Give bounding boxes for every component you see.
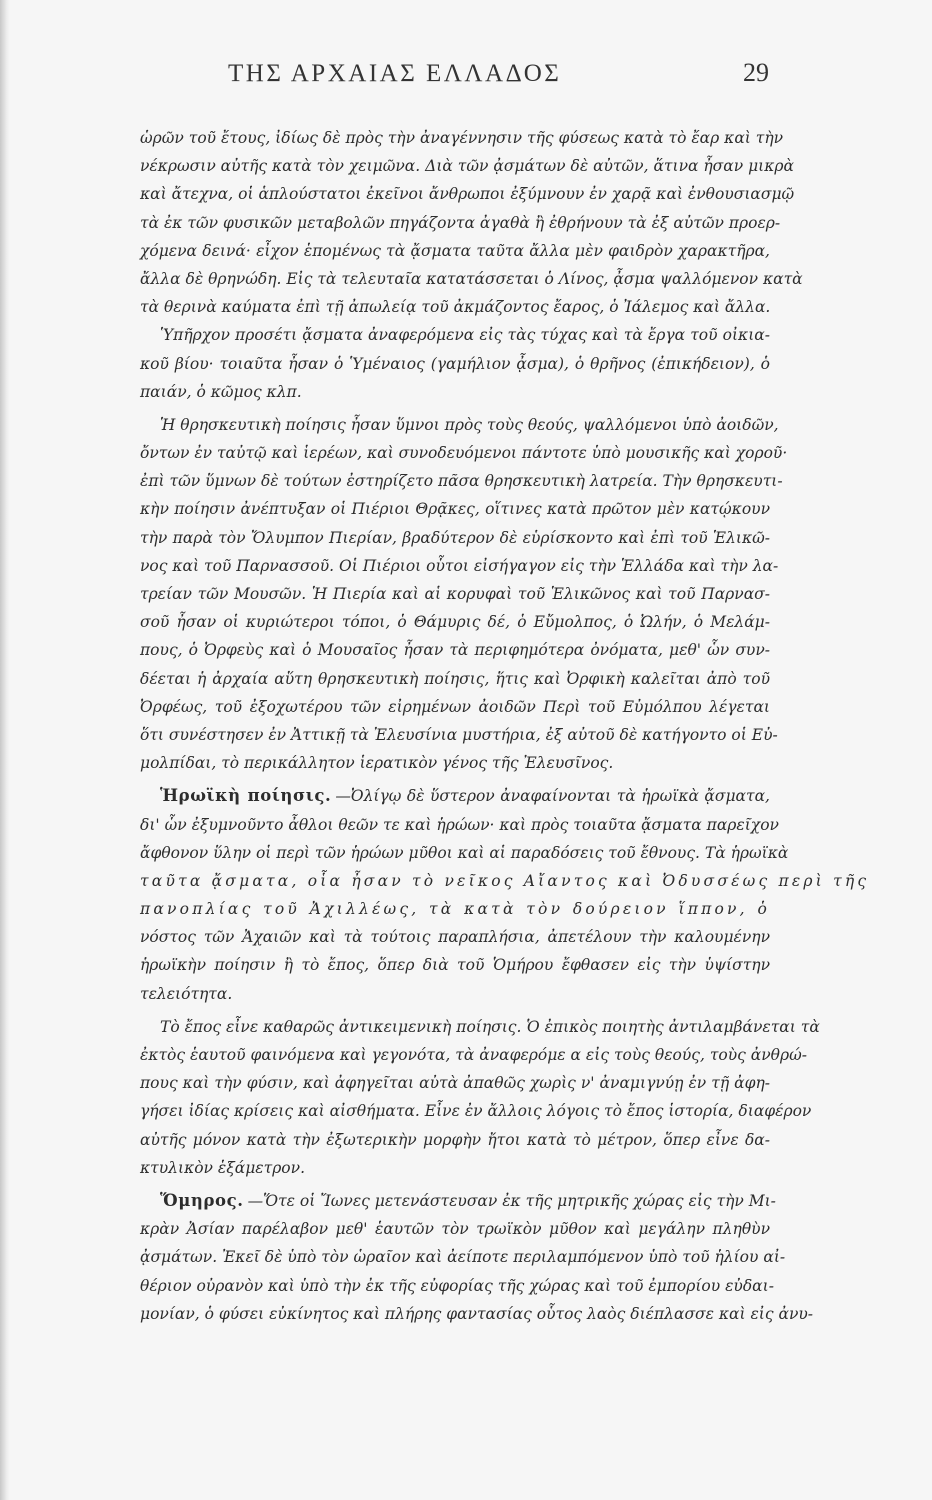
- text-line: ὡρῶν τοῦ ἔτους, ἰδίως δὲ πρὸς τὴν ἀναγέννησιν τῆς φύσεως κατὰ τὸ ἔαρ καὶ τὴν: [140, 129, 784, 147]
- section-heading-homer: Ὅμηρος.: [160, 1190, 244, 1210]
- text-line: —Ὀλίγῳ δὲ ὕστερον ἀναφαίνονται τὰ ἡρωϊκὰ ᾄσματα,: [335, 787, 770, 806]
- text-line: ἐπὶ τῶν ὕμνων δὲ τούτων ἐστηρίζετο πᾶσα θρησκευτικὴ λατρεία. Τὴν θρησκευτι-: [140, 472, 783, 491]
- page-number: 29: [743, 58, 769, 87]
- text-line: Τὸ ἔπος εἶνε καθαρῶς ἀντικειμενικὴ ποίησις. Ὁ ἐπικὸς ποιητὴς ἀντιλαμβάνεται τὰ: [160, 1017, 820, 1036]
- text-line: κρὰν Ἀσίαν παρέλαβον μεθ' ἑαυτῶν τὸν τρωϊκὸν μῦθον καὶ μεγάλην πληθὺν: [140, 1220, 770, 1239]
- text-line: ἄλλα δὲ θρηνώδη. Εἰς τὰ τελευταῖα κατατάσσεται ὁ Λίνος, ᾆσμα ψαλλόμενον κατὰ: [140, 269, 803, 288]
- text-line: πους, ὁ Ὀρφεὺς καὶ ὁ Μουσαῖος ἦσαν τὰ περιφημότερα ὀνόματα, μεθ' ὧν συν-: [140, 641, 770, 660]
- text-line: πανοπλίας τοῦ Ἀχιλλέως, τὰ κατὰ τὸν δούρειον ἵππον, ὁ: [140, 900, 770, 919]
- text-line: δέεται ἡ ἀρχαία αὕτη θρησκευτικὴ ποίησις, ἥτις καὶ Ὀρφικὴ καλεῖται ἀπὸ τοῦ: [140, 669, 770, 688]
- text-line: ᾀσμάτων. Ἐκεῖ δὲ ὑπὸ τὸν ὡραῖον καὶ ἀείποτε περιλαμπόμενον ὑπὸ τοῦ ἡλίου αἰ-: [140, 1248, 786, 1267]
- text-line: πους καὶ τὴν φύσιν, καὶ ἀφηγεῖται αὐτὰ ἀπαθῶς χωρὶς ν' ἀναμιγνύῃ ἐν τῇ ἀφη-: [140, 1074, 770, 1093]
- text-line: χόμενα δεινά· εἶχον ἑπομένως τὰ ᾄσματα ταῦτα ἄλλα μὲν φαιδρὸν χαρακτῆρα,: [140, 241, 770, 260]
- text-line: Ἡ θρησκευτικὴ ποίησις ἦσαν ὕμνοι πρὸς τοὺς θεούς, ψαλλόμενοι ὑπὸ ἀοιδῶν,: [160, 415, 779, 434]
- text-line: τρείαν τῶν Μουσῶν. Ἡ Πιερία καὶ αἱ κορυφαὶ τοῦ Ἑλικῶνος καὶ τοῦ Παρνασ-: [140, 585, 770, 603]
- text-line: Ὀρφέως, τοῦ ἐξοχωτέρου τῶν εἰρημένων ἀοιδῶν Περὶ τοῦ Εὐμόλπου λέγεται: [140, 697, 770, 716]
- text-line: νόστος τῶν Ἀχαιῶν καὶ τὰ τούτοις παραπλήσια, ἀπετέλουν τὴν καλουμένην: [140, 928, 770, 947]
- text-line: τὰ θερινὰ καύματα ἐπὶ τῇ ἀπωλείᾳ τοῦ ἀκμάζοντος ἔαρος, ὁ Ἰάλεμος καὶ ἄλλα.: [140, 298, 771, 317]
- running-title: ΤΗΣ ΑΡΧΑΙΑΣ ΕΛΛΑΔΟΣ: [228, 60, 562, 87]
- text-line: τὰ ἐκ τῶν φυσικῶν μεταβολῶν πηγάζοντα ἀγαθὰ ἢ ἐθρήνουν τὰ ἐξ αὐτῶν προερ-: [140, 213, 781, 232]
- text-line: δι' ὧν ἐξυμνοῦντο ἆθλοι θεῶν τε καὶ ἡρώων· καὶ πρὸς τοιαῦτα ᾄσματα παρεῖχον: [140, 815, 779, 834]
- text-line: Ὑπῆρχον προσέτι ᾄσματα ἀναφερόμενα εἰς τὰς τύχας καὶ τὰ ἔργα τοῦ οἰκια-: [160, 326, 770, 345]
- text-line: γήσει ἰδίας κρίσεις καὶ αἰσθήματα. Εἶνε ἐν ἄλλοις λόγοις τὸ ἔπος ἱστορία, διαφέρον: [140, 1102, 812, 1121]
- text-line: παιάν, ὁ κῶμος κλπ.: [140, 382, 302, 401]
- text-line: ὄντων ἐν ταὐτῷ καὶ ἱερέων, καὶ συνοδευόμενοι πάντοτε ὑπὸ μουσικῆς καὶ χοροῦ·: [140, 444, 788, 463]
- text-line: τελειότητα.: [140, 984, 233, 1003]
- text-line: σοῦ ἦσαν οἱ κυριώτεροι τόποι, ὁ Θάμυρις δέ, ὁ Εὔμολπος, ὁ Ὠλήν, ὁ Μελάμ-: [140, 613, 770, 632]
- text-line: ἡρωϊκὴν ποίησιν ἢ τὸ ἔπος, ὅπερ διὰ τοῦ Ὁμήρου ἔφθασεν εἰς τὴν ὑψίστην: [140, 956, 770, 975]
- text-line: ἐκτὸς ἑαυτοῦ φαινόμενα καὶ γεγονότα, τὰ ἀναφερόμε α εἰς τοὺς θεούς, τοὺς ἀνθρώ-: [140, 1046, 807, 1064]
- heroic-paragraph-first-line: [140, 782, 770, 810]
- text-line: νος καὶ τοῦ Παρνασσοῦ. Οἱ Πιέριοι οὗτοι εἰσήγαγον εἰς τὴν Ἑλλάδα καὶ τὴν λα-: [140, 556, 779, 575]
- text-line: τὴν παρὰ τὸν Ὄλυμπον Πιερίαν, βραδύτερον δὲ εὑρίσκοντο καὶ ἐπὶ τοῦ Ἑλικῶ-: [140, 528, 770, 547]
- text-line: καὶ ἄτεχνα, οἱ ἁπλούστατοι ἐκεῖνοι ἄνθρωποι ἐξύμνουν ἐν χαρᾷ καὶ ἐνθουσιασμῷ: [140, 185, 795, 204]
- text-line: αὐτῆς μόνον κατὰ τὴν ἐξωτερικὴν μορφὴν ἤτοι κατὰ τὸ μέτρον, ὅπερ εἶνε δα-: [140, 1130, 770, 1149]
- text-line: —Ὅτε οἱ Ἴωνες μετενάστευσαν ἐκ τῆς μητρικῆς χώρας εἰς τὴν Μι-: [247, 1191, 776, 1210]
- binding-shadow: [0, 0, 10, 1500]
- text-line: κτυλικὸν ἑξάμετρον.: [140, 1158, 305, 1177]
- text-line: κοῦ βίου· τοιαῦτα ἦσαν ὁ Ὑμέναιος (γαμήλιον ᾆσμα), ὁ θρῆνος (ἐπικήδειον), ὁ: [140, 354, 770, 373]
- body-text: [140, 124, 870, 1328]
- text-line: κὴν ποίησιν ἀνέπτυξαν οἱ Πιέριοι Θρᾷκες, οἵτινες κατὰ πρῶτον μὲν κατῴκουν: [140, 500, 770, 519]
- text-line: μολπίδαι, τὸ περικάλλητον ἱερατικὸν γένος τῆς Ἐλευσῖνος.: [140, 754, 614, 773]
- text-line: ταῦτα ᾄσματα, οἷα ἦσαν τὸ νεῖκος Αἴαντος καὶ Ὀδυσσέως περὶ τῆς: [140, 871, 870, 890]
- text-line: θέριον οὐρανὸν καὶ ὑπὸ τὴν ἐκ τῆς εὐφορίας τῆς χώρας καὶ τοῦ ἐμπορίου εὐδαι-: [140, 1276, 774, 1295]
- section-heading-heroic: Ἡρωϊκὴ ποίησις.: [160, 786, 332, 806]
- text-line: νέκρωσιν αὐτῆς κατὰ τὸν χειμῶνα. Διὰ τῶν ᾀσμάτων δὲ αὐτῶν, ἅτινα ἦσαν μικρὰ: [140, 157, 794, 176]
- text-line: ὅτι συνέστησεν ἐν Ἀττικῇ τὰ Ἐλευσίνια μυστήρια, ἐξ αὐτοῦ δὲ κατήγοντο οἱ Εὐ-: [140, 725, 778, 744]
- homer-paragraph-first-line: [140, 1187, 776, 1215]
- text-line: ἄφθονον ὕλην οἱ περὶ τῶν ἡρώων μῦθοι καὶ αἱ παραδόσεις τοῦ ἔθνους. Τὰ ἡρωϊκὰ: [140, 843, 789, 862]
- page-header: [0, 60, 932, 100]
- text-line: μονίαν, ὁ φύσει εὐκίνητος καὶ πλήρης φαντασίας οὗτος λαὸς διέπλασσε καὶ εἰς ἀνυ-: [140, 1304, 814, 1323]
